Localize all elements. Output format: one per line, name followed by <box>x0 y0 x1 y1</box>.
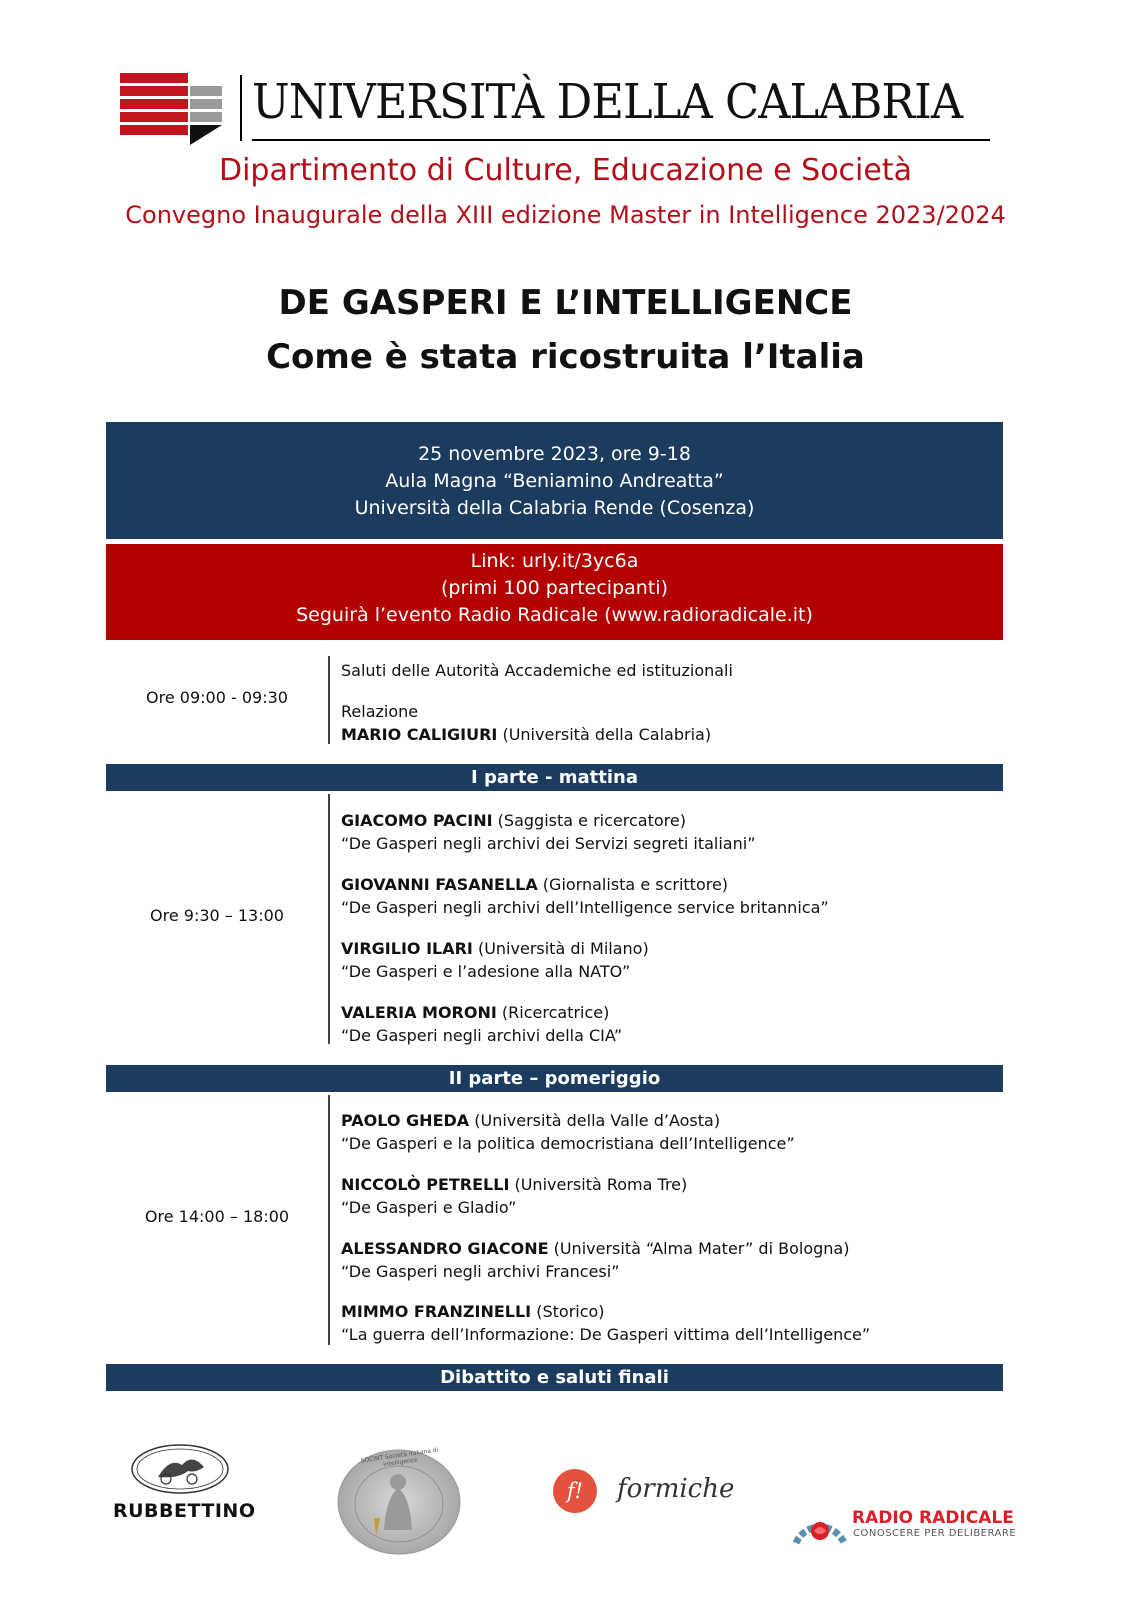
participant-limit: (primi 100 partecipanti) <box>441 577 668 599</box>
university-name: UNIVERSITÀ DELLA CALABRIA <box>252 74 963 130</box>
speaker-name: GIACOMO PACINI <box>341 811 493 830</box>
event-info-banner <box>106 422 1003 539</box>
talk-speaker-line <box>341 873 728 896</box>
university-logo-mark <box>120 73 230 145</box>
talk-title: “De Gasperi negli archivi dei Servizi segreti italiani” <box>341 834 756 853</box>
talk-speaker-line <box>341 937 649 960</box>
radio-radicale-logo-text: RADIO RADICALE <box>852 1508 1014 1528</box>
radio-radicale-tagline: CONOSCERE PER DELIBERARE <box>853 1528 1017 1539</box>
speaker-affiliation: (Università di Milano) <box>472 939 649 958</box>
logo-divider <box>240 75 242 141</box>
event-link[interactable]: Link: urly.it/3yc6a <box>470 550 639 572</box>
schedule-divider <box>328 1095 330 1345</box>
talk-title: “De Gasperi negli archivi della CIA” <box>341 1026 623 1045</box>
talk-speaker-line <box>341 809 686 832</box>
opening-talk-label: Relazione <box>341 702 419 721</box>
talk-speaker-line <box>341 1300 605 1323</box>
section-header-morning: I parte - mattina <box>106 764 1003 791</box>
speaker-affiliation: (Università della Calabria) <box>497 725 712 744</box>
speaker-name: MARIO CALIGIURI <box>341 725 498 744</box>
socint-logo-text: SOCINT Società italiana di intelligence <box>360 1446 439 1469</box>
section-header-closing: Dibattito e saluti finali <box>106 1364 1003 1391</box>
talk-speaker-line <box>341 1001 609 1024</box>
talk-speaker-line <box>341 1173 687 1196</box>
speaker-name: MIMMO FRANZINELLI <box>341 1302 532 1321</box>
speaker-affiliation: (Università Roma Tre) <box>509 1175 688 1194</box>
opening-time: Ore 09:00 - 09:30 <box>146 688 288 707</box>
speaker-affiliation: (Università della Valle d’Aosta) <box>469 1111 721 1130</box>
page-title: DE GASPERI E L’INTELLIGENCE <box>278 283 853 323</box>
talk-title: “De Gasperi e l’adesione alla NATO” <box>341 962 631 981</box>
university-underline <box>252 139 990 141</box>
talk-title: “De Gasperi e la politica democristiana dell’Intelligence” <box>341 1134 795 1153</box>
speaker-affiliation: (Ricercatrice) <box>496 1003 610 1022</box>
opening-speaker-line <box>341 723 711 746</box>
speaker-name: NICCOLÒ PETRELLI <box>341 1175 510 1194</box>
page-subtitle: Come è stata ricostruita l’Italia <box>266 337 865 377</box>
speaker-affiliation: (Giornalista e scrittore) <box>537 875 729 894</box>
department-name: Dipartimento di Culture, Educazione e Società <box>219 153 912 188</box>
talk-title: “De Gasperi negli archivi Francesi” <box>341 1262 620 1281</box>
talk-title: “La guerra dell’Informazione: De Gasperi vittima dell’Intelligence” <box>341 1325 871 1344</box>
speaker-affiliation: (Saggista e ricercatore) <box>492 811 686 830</box>
schedule-divider <box>328 794 330 1044</box>
event-date: 25 novembre 2023, ore 9-18 <box>418 443 691 465</box>
speaker-name: VIRGILIO ILARI <box>341 939 473 958</box>
speaker-name: ALESSANDRO GIACONE <box>341 1239 549 1258</box>
access-banner <box>106 544 1003 640</box>
talk-speaker-line <box>341 1109 720 1132</box>
talk-title: “De Gasperi e Gladio” <box>341 1198 517 1217</box>
talk-speaker-line <box>341 1237 849 1260</box>
rubbettino-logo-text: RUBBETTINO <box>113 1500 256 1522</box>
opening-greeting: Saluti delle Autorità Accademiche ed istituzionali <box>341 661 733 680</box>
event-venue: Aula Magna “Beniamino Andreatta” <box>385 470 724 492</box>
speaker-affiliation: (Storico) <box>531 1302 605 1321</box>
radio-notice: Seguirà l’evento Radio Radicale (www.radioradicale.it) <box>296 604 813 626</box>
section-header-afternoon: II parte – pomeriggio <box>106 1065 1003 1092</box>
afternoon-time: Ore 14:00 – 18:00 <box>144 1207 290 1226</box>
speaker-name: GIOVANNI FASANELLA <box>341 875 538 894</box>
speaker-affiliation: (Università “Alma Mater” di Bologna) <box>548 1239 850 1258</box>
event-place: Università della Calabria Rende (Cosenza) <box>354 497 755 519</box>
speaker-name: VALERIA MORONI <box>341 1003 497 1022</box>
formiche-logo-text: formiche <box>617 1474 735 1504</box>
speaker-name: PAOLO GHEDA <box>341 1111 470 1130</box>
morning-time: Ore 9:30 – 13:00 <box>150 906 284 925</box>
talk-title: “De Gasperi negli archivi dell’Intelligence service britannica” <box>341 898 829 917</box>
schedule-divider <box>328 656 330 744</box>
radio-radicale-rose-icon <box>792 1503 848 1547</box>
rubbettino-emblem-icon <box>130 1443 230 1495</box>
event-subtitle: Convegno Inaugurale della XIII edizione Master in Intelligence 2023/2024 <box>125 201 1006 229</box>
formiche-mark-icon: f! <box>553 1469 597 1513</box>
